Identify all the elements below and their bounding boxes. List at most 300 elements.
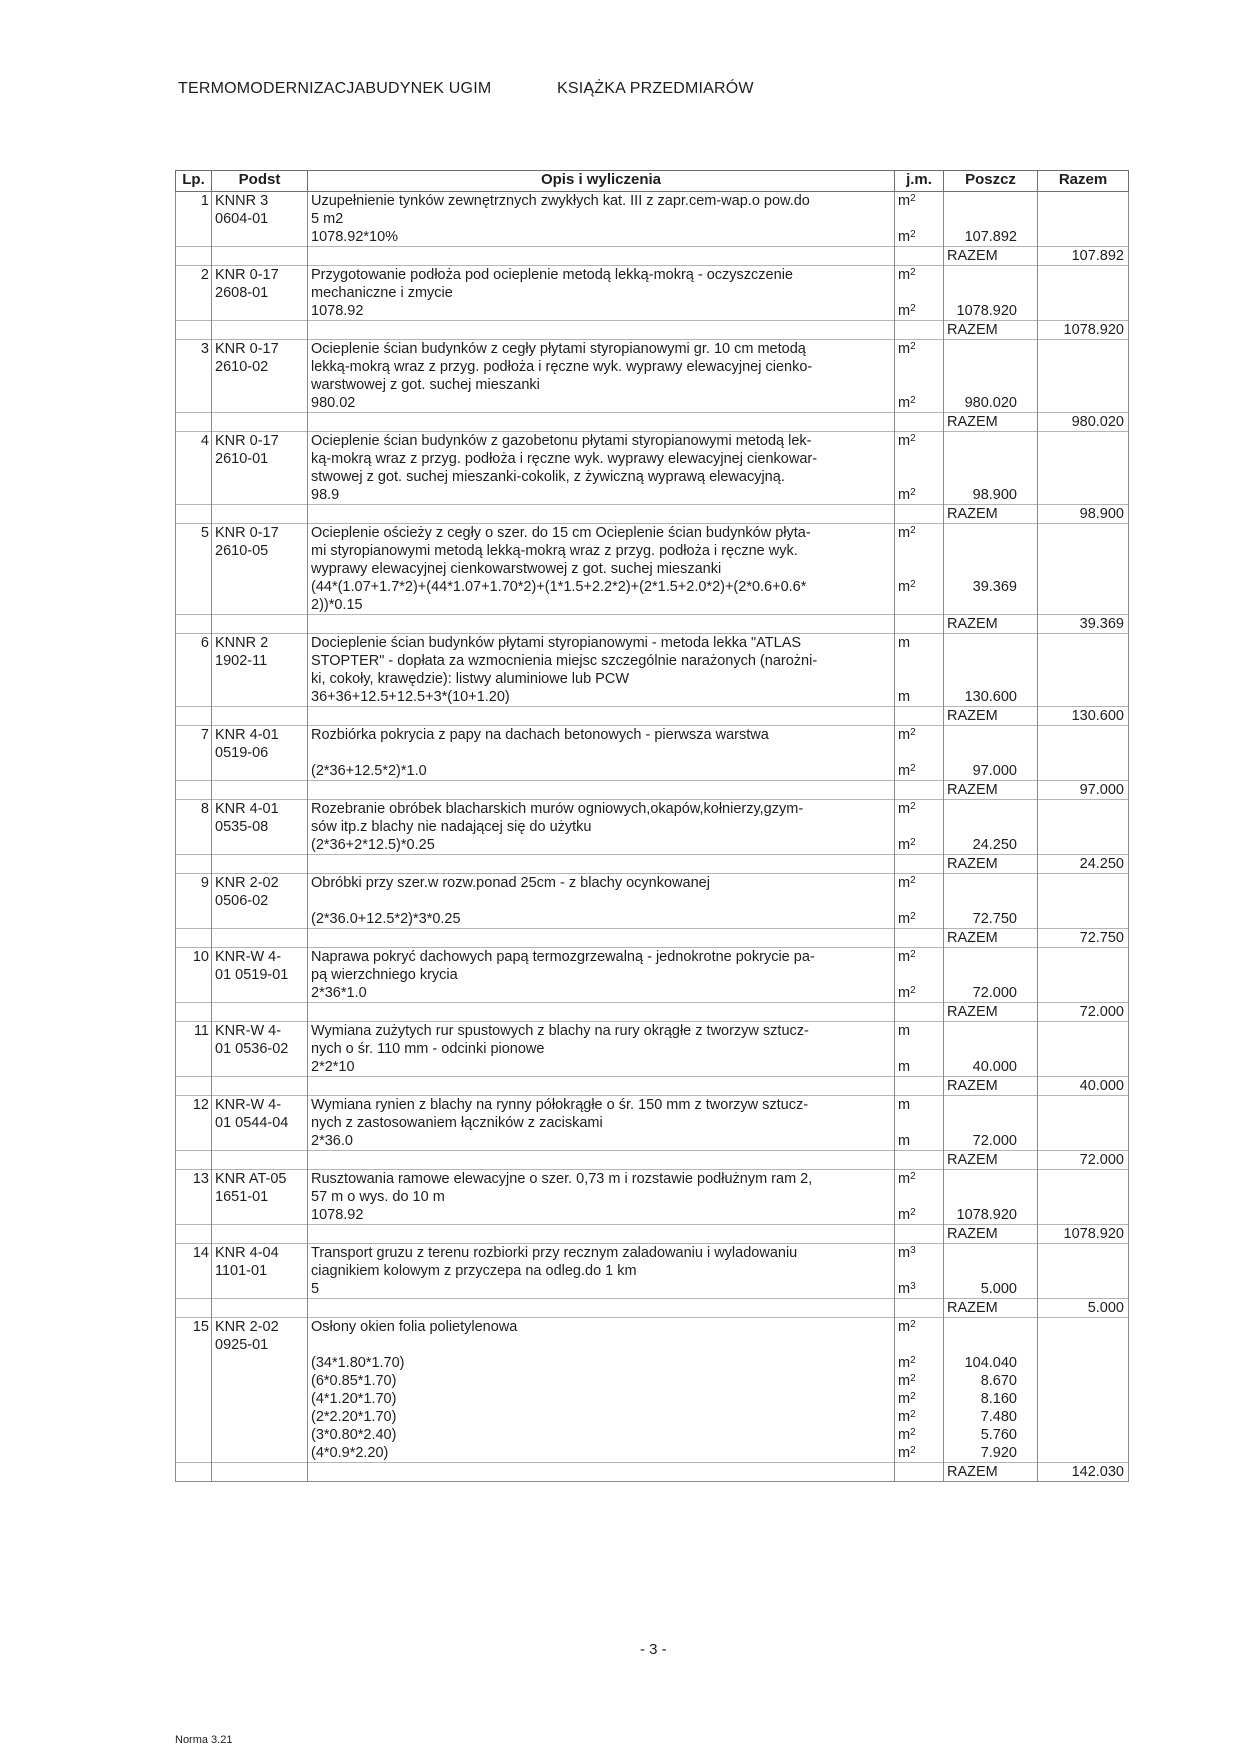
- podst-line: KNR-W 4-: [215, 1023, 282, 1039]
- razem-label: RAZEM: [944, 1151, 1038, 1170]
- unit-exponent: 2: [910, 579, 916, 590]
- desc-line: Rusztowania ramowe elewacyjne o szer. 0,73 m i rozstawie podłużnym ram 2,: [311, 1171, 813, 1187]
- calc-unit: [895, 578, 944, 615]
- table-row: [176, 1170, 1129, 1207]
- table-row: [176, 874, 1129, 911]
- desc-line: Rozbiórka pokrycia z papy na dachach betonowych - pierwsza warstwa: [311, 727, 769, 743]
- table-body: [176, 192, 1129, 1482]
- podst-line: 0506-02: [215, 893, 269, 909]
- calc-unit-text: $m^2$: [898, 763, 916, 779]
- podst-line: 1651-01: [215, 1189, 269, 1205]
- razem-label: RAZEM: [944, 855, 1038, 874]
- unit-exponent: 2: [910, 1207, 916, 1218]
- unit-exponent: 2: [910, 763, 916, 774]
- unit-exponent: 2: [910, 1171, 916, 1182]
- calc-value: 1078.920: [944, 302, 1038, 321]
- calc-expression: [308, 394, 895, 413]
- calc-expression: [308, 688, 895, 707]
- calc-value: 97.000: [944, 762, 1038, 781]
- podst-line: 1101-01: [215, 1263, 268, 1279]
- calc-unit-text: $m^2$: [898, 395, 916, 411]
- calc-value: 8.670: [944, 1372, 1038, 1390]
- calc-row: [176, 228, 1129, 247]
- calc-expression: [308, 1132, 895, 1151]
- table-row: [176, 432, 1129, 487]
- podst-line: KNR 4-04: [215, 1245, 279, 1261]
- razem-value: 5.000: [1038, 1299, 1129, 1318]
- desc-line: Obróbki przy szer.w rozw.ponad 25cm - z blachy ocynkowanej: [311, 875, 710, 891]
- calc-unit-text: $m^2$: [898, 1409, 916, 1425]
- calc-expression: [308, 486, 895, 505]
- calc-row: [176, 762, 1129, 781]
- calc-expression: [308, 762, 895, 781]
- item-description: [308, 192, 895, 229]
- item-podst: [212, 266, 308, 303]
- razem-value: 1078.920: [1038, 321, 1129, 340]
- calc-expression-line: 1078.92*10%: [311, 229, 399, 245]
- desc-line: Transport gruzu z terenu rozbiorki przy recznym zaladowaniu i wyladowaniu: [311, 1245, 798, 1261]
- desc-line: Wymiana rynien z blachy na rynny półokrągłe o śr. 150 mm z tworzyw sztucz-: [311, 1097, 809, 1113]
- item-description: [308, 1022, 895, 1059]
- calc-unit-text: $m^2$: [898, 1355, 916, 1371]
- unit-exponent: 2: [910, 949, 916, 960]
- table-row: [176, 1244, 1129, 1281]
- calc-row: [176, 1206, 1129, 1225]
- podst-line: KNR 4-01: [215, 801, 279, 817]
- calc-expression-line: 2))*0.15: [311, 597, 363, 613]
- col-header-jm: j.m.: [895, 171, 944, 192]
- item-podst: [212, 340, 308, 395]
- item-podst: [212, 634, 308, 689]
- calc-expression-line: 2*2*10: [311, 1059, 355, 1075]
- item-lp: 5: [176, 524, 212, 579]
- item-unit: [895, 192, 944, 229]
- razem-label: RAZEM: [944, 1225, 1038, 1244]
- calc-expression-line: 2*36.0: [311, 1133, 353, 1149]
- col-header-poszcz: Poszcz: [944, 171, 1038, 192]
- podst-line: 0925-01: [215, 1337, 269, 1353]
- item-podst: [212, 726, 308, 763]
- calc-expression-line: 1078.92: [311, 1207, 364, 1223]
- footer-software-label: Norma 3.21: [175, 1734, 233, 1746]
- desc-line: STOPTER" - dopłata za wzmocnienia miejsc szczególnie narażonych (narożni-: [311, 653, 818, 669]
- desc-line: Ocieplenie ścian budynków z gazobetonu płytami styropianowymi metodą lek-: [311, 433, 812, 449]
- desc-line: lekką-mokrą wraz z przyg. podłoża i ręczne wyk. wyprawy elewacyjnej cienko-: [311, 359, 813, 375]
- przedmiar-table: [175, 170, 1129, 1482]
- calc-value: 39.369: [944, 578, 1038, 615]
- calc-unit-text: $m^2$: [898, 837, 916, 853]
- calc-unit: [895, 486, 944, 505]
- unit-exponent: 2: [910, 525, 916, 536]
- item-podst: [212, 1318, 308, 1355]
- desc-line: mi styropianowymi metodą lekką-mokrą wraz z przyg. podłoża i ręczne wyk.: [311, 543, 798, 559]
- unit-exponent: 2: [910, 1427, 916, 1438]
- razem-label: RAZEM: [944, 929, 1038, 948]
- unit-exponent: 2: [910, 875, 916, 886]
- razem-row: [176, 615, 1129, 634]
- item-podst: [212, 1170, 308, 1207]
- calc-expression: [308, 1280, 895, 1299]
- podst-line: KNR-W 4-: [215, 1097, 282, 1113]
- calc-value: 7.920: [944, 1444, 1038, 1463]
- unit-text: $m^2$: [898, 949, 916, 965]
- calc-value: 5.000: [944, 1280, 1038, 1299]
- calc-row: [176, 688, 1129, 707]
- item-description: [308, 432, 895, 487]
- desc-line: [311, 1336, 891, 1354]
- calc-unit: [895, 228, 944, 247]
- desc-line: 57 m o wys. do 10 m: [311, 1189, 445, 1205]
- table-header-row: [176, 171, 1129, 192]
- razem-value: 107.892: [1038, 247, 1129, 266]
- item-lp: 11: [176, 1022, 212, 1059]
- razem-label: RAZEM: [944, 505, 1038, 524]
- table-row: [176, 524, 1129, 579]
- podst-line: KNNR 2: [215, 635, 269, 651]
- item-podst: [212, 1096, 308, 1133]
- calc-unit-text: $m^2$: [898, 487, 916, 503]
- calc-unit: [895, 1132, 944, 1151]
- unit-text: $m^2$: [898, 801, 916, 817]
- razem-row: [176, 929, 1129, 948]
- calc-value: 24.250: [944, 836, 1038, 855]
- podst-line: KNR 2-02: [215, 1319, 279, 1335]
- razem-value: 72.000: [1038, 1151, 1129, 1170]
- calc-row: [176, 1372, 1129, 1390]
- unit-exponent: 2: [910, 1355, 916, 1366]
- desc-line: [311, 892, 891, 910]
- unit-text: $m^2$: [898, 267, 916, 283]
- calc-row: [176, 302, 1129, 321]
- calc-value: 980.020: [944, 394, 1038, 413]
- table-row: [176, 1318, 1129, 1355]
- item-unit: [895, 800, 944, 837]
- desc-line: 5 m2: [311, 211, 344, 227]
- calc-unit-text: $m^2$: [898, 911, 916, 927]
- item-unit: [895, 634, 944, 689]
- document-header-subtitle: KSIĄŻKA PRZEDMIARÓW: [557, 80, 754, 97]
- item-description: [308, 524, 895, 579]
- calc-unit: [895, 762, 944, 781]
- calc-expression: [308, 302, 895, 321]
- calc-unit-text: $m^2$: [898, 1207, 916, 1223]
- calc-expression: [308, 228, 895, 247]
- calc-row: [176, 910, 1129, 929]
- razem-row: [176, 1077, 1129, 1096]
- desc-line: Docieplenie ścian budynków płytami styropianowymi - metoda lekka "ATLAS: [311, 635, 802, 651]
- calc-expression: [308, 1354, 895, 1372]
- razem-row: [176, 1225, 1129, 1244]
- calc-expression: [308, 836, 895, 855]
- calc-unit: [895, 1426, 944, 1444]
- razem-row: [176, 1003, 1129, 1022]
- podst-line: KNR 4-01: [215, 727, 279, 743]
- calc-expression-line: (44*(1.07+1.7*2)+(44*1.07+1.70*2)+(1*1.5+2.2*2)+(2*1.5+2.0*2)+(2*0.6+0.6*: [311, 579, 807, 595]
- item-lp: 6: [176, 634, 212, 689]
- calc-value: 40.000: [944, 1058, 1038, 1077]
- razem-label: RAZEM: [944, 707, 1038, 726]
- calc-unit-text: m: [898, 1133, 911, 1149]
- calc-unit-text: $m^2$: [898, 303, 916, 319]
- calc-expression-line: (2*36+2*12.5)*0.25: [311, 837, 435, 853]
- razem-value: 72.000: [1038, 1003, 1129, 1022]
- unit-exponent: 2: [910, 487, 916, 498]
- calc-value: 8.160: [944, 1390, 1038, 1408]
- item-lp: 9: [176, 874, 212, 911]
- item-lp: 12: [176, 1096, 212, 1133]
- unit-exponent: 2: [910, 1409, 916, 1420]
- item-lp: 4: [176, 432, 212, 487]
- desc-line: Przygotowanie podłoża pod ocieplenie metodą lekką-mokrą - oczyszczenie: [311, 267, 793, 283]
- item-description: [308, 634, 895, 689]
- item-lp: 8: [176, 800, 212, 837]
- table-row: [176, 1022, 1129, 1059]
- item-description: [308, 948, 895, 985]
- calc-value: 7.480: [944, 1408, 1038, 1426]
- table-row: [176, 340, 1129, 395]
- item-lp: 7: [176, 726, 212, 763]
- razem-row: [176, 1463, 1129, 1482]
- desc-line: pą wierzchniego krycia: [311, 967, 458, 983]
- razem-value: 1078.920: [1038, 1225, 1129, 1244]
- calc-expression-line: (2*36.0+12.5*2)*3*0.25: [311, 911, 461, 927]
- calc-expression-line: (2*2.20*1.70): [311, 1409, 397, 1425]
- unit-text: m: [898, 1023, 911, 1039]
- calc-row: [176, 394, 1129, 413]
- item-unit: [895, 432, 944, 487]
- calc-expression-line: (2*36+12.5*2)*1.0: [311, 763, 427, 779]
- calc-row: [176, 836, 1129, 855]
- table-row: [176, 948, 1129, 985]
- unit-exponent: 2: [910, 433, 916, 444]
- calc-unit-text: $m^2$: [898, 985, 916, 1001]
- col-header-opis: Opis i wyliczenia: [308, 171, 895, 192]
- calc-unit: [895, 1058, 944, 1077]
- item-lp: 14: [176, 1244, 212, 1281]
- col-header-lp: Lp.: [176, 171, 212, 192]
- calc-expression: [308, 1058, 895, 1077]
- calc-unit-text: m: [898, 1059, 911, 1075]
- unit-exponent: 2: [910, 985, 916, 996]
- calc-value: 98.900: [944, 486, 1038, 505]
- podst-line: KNR-W 4-: [215, 949, 282, 965]
- calc-unit-text: $m^2$: [898, 1445, 916, 1461]
- desc-line: Ocieplenie ościeży z cegły o szer. do 15 cm Ocieplenie ścian budynków płyta-: [311, 525, 811, 541]
- calc-expression-line: (4*1.20*1.70): [311, 1391, 397, 1407]
- calc-value: 1078.920: [944, 1206, 1038, 1225]
- calc-value: 104.040: [944, 1354, 1038, 1372]
- calc-row: [176, 1280, 1129, 1299]
- razem-value: 24.250: [1038, 855, 1129, 874]
- razem-value: 142.030: [1038, 1463, 1129, 1482]
- calc-unit: [895, 910, 944, 929]
- calc-unit: [895, 302, 944, 321]
- calc-unit: [895, 1372, 944, 1390]
- podst-line: 01 0544-04: [215, 1115, 289, 1131]
- razem-row: [176, 505, 1129, 524]
- item-description: [308, 266, 895, 303]
- calc-expression-line: 2*36*1.0: [311, 985, 367, 1001]
- razem-label: RAZEM: [944, 321, 1038, 340]
- desc-line: sów itp.z blachy nie nadającej się do użytku: [311, 819, 592, 835]
- calc-value: 130.600: [944, 688, 1038, 707]
- calc-expression-line: 98.9: [311, 487, 340, 503]
- razem-value: 97.000: [1038, 781, 1129, 800]
- item-unit: [895, 874, 944, 911]
- podst-line: 0535-08: [215, 819, 269, 835]
- calc-value: 72.000: [944, 984, 1038, 1003]
- calc-expression: [308, 1390, 895, 1408]
- calc-unit: [895, 1390, 944, 1408]
- razem-row: [176, 413, 1129, 432]
- razem-row: [176, 781, 1129, 800]
- item-unit: [895, 948, 944, 985]
- podst-line: 01 0536-02: [215, 1041, 289, 1057]
- calc-expression: [308, 984, 895, 1003]
- razem-row: [176, 1299, 1129, 1318]
- calc-unit: [895, 1444, 944, 1463]
- unit-exponent: 2: [910, 911, 916, 922]
- razem-row: [176, 1151, 1129, 1170]
- table-row: [176, 726, 1129, 763]
- item-unit: [895, 1022, 944, 1059]
- calc-expression-line: (3*0.80*2.40): [311, 1427, 397, 1443]
- razem-label: RAZEM: [944, 1003, 1038, 1022]
- podst-line: 2608-01: [215, 285, 269, 301]
- calc-unit: [895, 836, 944, 855]
- podst-line: 2610-02: [215, 359, 269, 375]
- calc-row: [176, 578, 1129, 615]
- item-podst: [212, 192, 308, 229]
- item-unit: [895, 340, 944, 395]
- col-header-razem: Razem: [1038, 171, 1129, 192]
- table-row: [176, 800, 1129, 837]
- item-unit: [895, 266, 944, 303]
- unit-text: $m^2$: [898, 727, 916, 743]
- unit-exponent: 2: [910, 395, 916, 406]
- item-unit: [895, 524, 944, 579]
- calc-expression: [308, 1444, 895, 1463]
- page-number: - 3 -: [640, 1641, 667, 1658]
- unit-exponent: 2: [910, 1445, 916, 1456]
- unit-exponent: 2: [910, 837, 916, 848]
- podst-line: 01 0519-01: [215, 967, 289, 983]
- podst-line: KNNR 3: [215, 193, 269, 209]
- item-unit: [895, 1170, 944, 1207]
- item-unit: [895, 1096, 944, 1133]
- razem-label: RAZEM: [944, 615, 1038, 634]
- desc-line: warstwowej z got. suchej mieszanki: [311, 377, 540, 393]
- item-podst: [212, 800, 308, 837]
- document-header-title: TERMOMODERNIZACJABUDYNEK UGIM: [178, 80, 492, 97]
- desc-line: ką-mokrą wraz z przyg. podłoża i ręczne wyk. wyprawy elewacyjnej cienkowar-: [311, 451, 818, 467]
- table-row: [176, 266, 1129, 303]
- razem-label: RAZEM: [944, 1299, 1038, 1318]
- unit-text: m: [898, 635, 911, 651]
- item-podst: [212, 524, 308, 579]
- item-description: [308, 726, 895, 763]
- calc-unit-text: $m^2$: [898, 1373, 916, 1389]
- calc-unit-text: $m^2$: [898, 1391, 916, 1407]
- podst-line: KNR 0-17: [215, 341, 279, 357]
- item-podst: [212, 874, 308, 911]
- calc-row: [176, 486, 1129, 505]
- desc-line: nych o śr. 110 mm - odcinki pionowe: [311, 1041, 545, 1057]
- desc-line: Uzupełnienie tynków zewnętrznych zwykłych kat. III z zapr.cem-wap.o pow.do: [311, 193, 810, 209]
- calc-unit: [895, 394, 944, 413]
- desc-line: ki, cokoły, krawędzie): listwy aluminiowe lub PCW: [311, 671, 630, 687]
- desc-line: mechaniczne i zmycie: [311, 285, 453, 301]
- calc-row: [176, 1390, 1129, 1408]
- item-description: [308, 874, 895, 911]
- calc-unit: [895, 984, 944, 1003]
- calc-value: 107.892: [944, 228, 1038, 247]
- calc-unit-text: $m^3$: [898, 1281, 916, 1297]
- desc-line: stwowej z got. suchej mieszanki-cokolik, z żywiczną wyprawą elewacyjną.: [311, 469, 785, 485]
- item-description: [308, 800, 895, 837]
- calc-expression-line: 5: [311, 1281, 320, 1297]
- unit-exponent: 2: [910, 1373, 916, 1384]
- calc-unit: [895, 688, 944, 707]
- unit-exponent: 2: [910, 229, 916, 240]
- razem-row: [176, 247, 1129, 266]
- razem-value: 980.020: [1038, 413, 1129, 432]
- unit-exponent: 2: [910, 801, 916, 812]
- calc-expression: [308, 910, 895, 929]
- podst-line: KNR AT-05: [215, 1171, 287, 1187]
- unit-text: $m^2$: [898, 193, 916, 209]
- calc-expression: [308, 578, 895, 615]
- calc-value: 72.000: [944, 1132, 1038, 1151]
- podst-line: 2610-01: [215, 451, 269, 467]
- item-unit: [895, 1244, 944, 1281]
- podst-line: KNR 0-17: [215, 267, 279, 283]
- unit-exponent: 2: [910, 1319, 916, 1330]
- item-description: [308, 1096, 895, 1133]
- calc-unit-text: $m^2$: [898, 579, 916, 595]
- razem-value: 39.369: [1038, 615, 1129, 634]
- col-header-podst: Podst: [212, 171, 308, 192]
- desc-line: nych z zastosowaniem łączników z zaciskami: [311, 1115, 603, 1131]
- item-description: [308, 340, 895, 395]
- calc-unit: [895, 1408, 944, 1426]
- calc-unit: [895, 1354, 944, 1372]
- calc-expression: [308, 1206, 895, 1225]
- unit-exponent: 2: [910, 267, 916, 278]
- unit-text: $m^2$: [898, 1171, 916, 1187]
- calc-row: [176, 1444, 1129, 1463]
- desc-line: Rozebranie obróbek blacharskich murów ogniowych,okapów,kołnierzy,gzym-: [311, 801, 804, 817]
- desc-line: Naprawa pokryć dachowych papą termozgrzewalną - jednokrotne pokrycie pa-: [311, 949, 815, 965]
- calc-row: [176, 1058, 1129, 1077]
- desc-line: [311, 744, 891, 762]
- podst-line: KNR 0-17: [215, 525, 279, 541]
- razem-row: [176, 855, 1129, 874]
- calc-row: [176, 1132, 1129, 1151]
- calc-expression: [308, 1408, 895, 1426]
- razem-label: RAZEM: [944, 413, 1038, 432]
- item-description: [308, 1318, 895, 1355]
- calc-expression-line: 980.02: [311, 395, 356, 411]
- unit-exponent: 2: [910, 341, 916, 352]
- podst-line: 1902-11: [215, 653, 268, 669]
- unit-text: $m^2$: [898, 525, 916, 541]
- calc-unit-text: $m^2$: [898, 229, 916, 245]
- calc-expression-line: (34*1.80*1.70): [311, 1355, 405, 1371]
- item-unit: [895, 1318, 944, 1355]
- unit-text: m: [898, 1097, 911, 1113]
- calc-expression-line: (4*0.9*2.20): [311, 1445, 389, 1461]
